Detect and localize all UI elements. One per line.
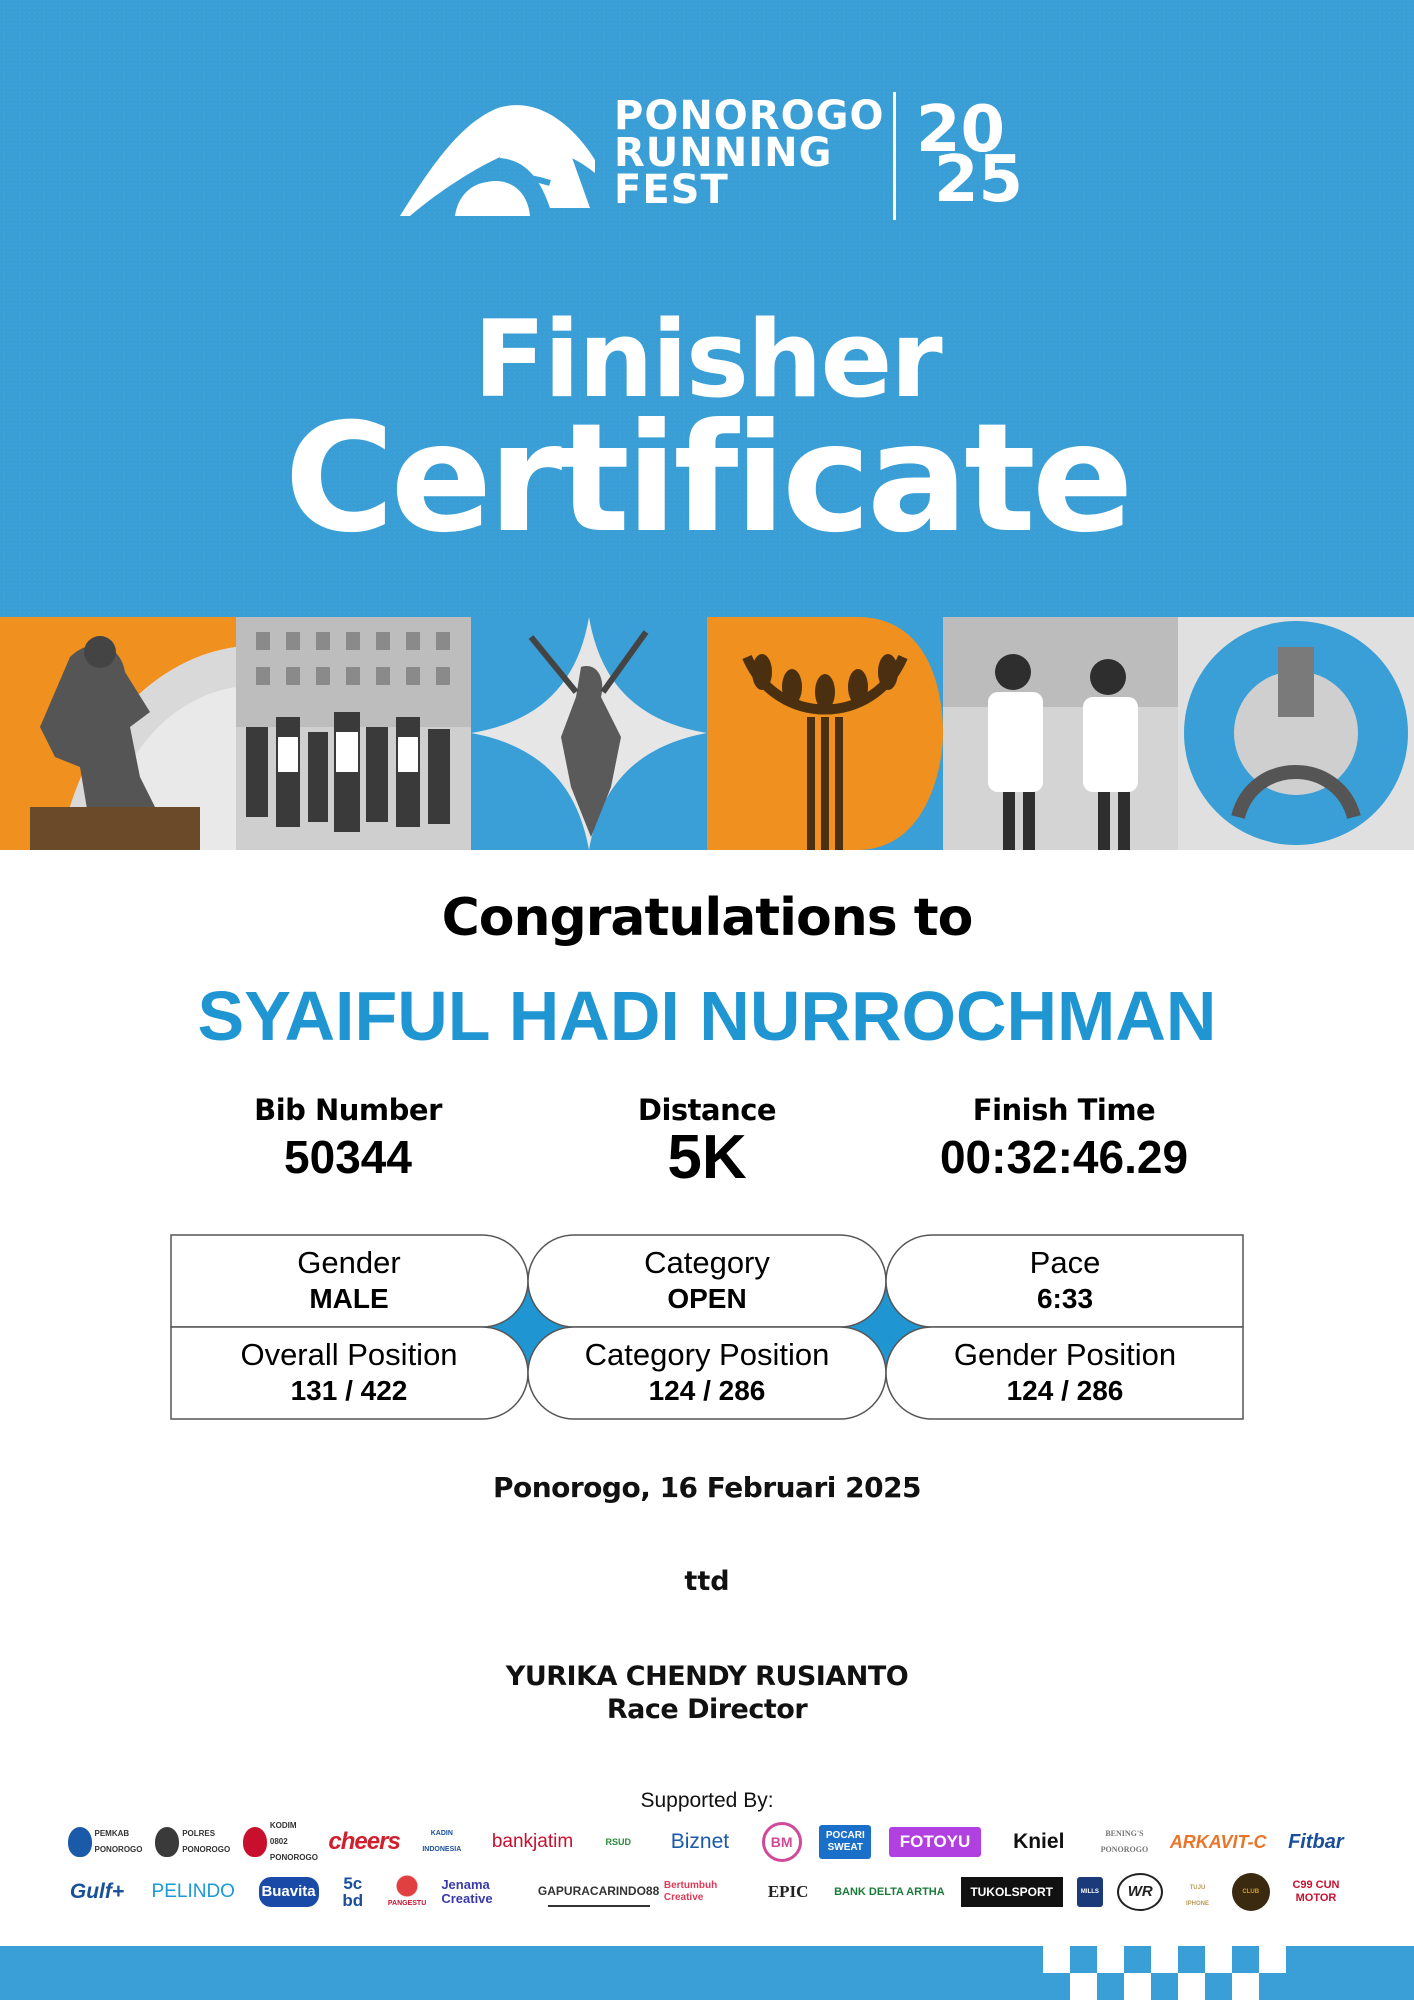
photo-runners-tile [236,617,472,850]
sponsor-logo: Bertumbuh Creative [663,1880,718,1903]
distance-value: 5K [667,1123,747,1192]
logo-divider [893,92,896,220]
congratulations-heading: Congratulations to [441,888,973,948]
recipient-name: SYAIFUL HADI NURROCHMAN [197,977,1217,1055]
sponsor-logo: C99 CUN MOTOR [1292,1879,1340,1904]
sponsor-logo: POCARI SWEAT [819,1825,871,1859]
sponsor-row-2 [66,1870,1348,1914]
sponsor-logo: Jenama Creative [441,1877,493,1906]
sponsor-logo: Kniel [1013,1830,1065,1853]
sponsor-logo: Buavita [259,1877,319,1907]
overall-position-label: Overall Position [240,1337,458,1372]
sponsor-logo: CLUB [1232,1873,1270,1911]
gender-value: MALE [309,1283,389,1314]
finish-time-label: Finish Time [972,1093,1156,1127]
event-name-line-2: RUNNING [614,130,833,176]
sponsor-logo: cheers [328,1828,400,1855]
signer-name: YURIKA CHENDY RUSIANTO [505,1661,909,1692]
photo-dancer-tile [471,617,707,850]
event-year-bottom: 25 [934,143,1024,217]
sponsor-logo: bankjatim [491,1831,574,1852]
category-position-cell [528,1327,886,1420]
overall-position-cell [170,1327,528,1420]
sponsor-logo: PEMKAB PONOROGO [66,1822,136,1862]
sponsor-logo: BM [762,1822,802,1862]
sponsor-logo: Fitbar [1288,1831,1344,1853]
sponsor-logo: TUKOLSPORT [961,1877,1063,1907]
sponsor-logo: Biznet [670,1830,730,1853]
sponsor-logo: PELINDO [151,1881,235,1902]
bib-number-value: 50344 [284,1131,412,1183]
sponsor-logo: BANK DELTA ARTHA [834,1886,945,1898]
category-position-value: 124 / 286 [648,1375,766,1406]
event-name-line-3: FEST [614,167,729,213]
event-year [914,93,1024,219]
title-certificate: Certificate [284,392,1130,566]
sponsor-logo: 5c bd [342,1874,364,1910]
sponsor-logo: KADIN INDONESIA [422,1830,462,1853]
place-date: Ponorogo, 16 Februari 2025 [492,1471,922,1504]
category-cell [528,1234,886,1327]
sponsor-logo: MILLS [1077,1877,1103,1907]
sponsor-logo: FOTOYU [889,1827,981,1857]
gender-position-value: 124 / 286 [1006,1375,1124,1406]
sponsor-logo: POLRES PONOROGO [154,1822,224,1862]
supported-by-heading: Supported By: [640,1789,774,1812]
sponsor-row-1 [66,1820,1348,1864]
photo-finishers-tile [943,617,1179,850]
gender-cell [170,1234,528,1327]
photo-trophy-tile [1178,617,1414,850]
checkered-flag-pattern [1043,1946,1293,2000]
category-label: Category [644,1245,770,1280]
event-name [614,93,885,213]
sponsor-logo: Gulf+ [69,1880,125,1903]
gender-position-cell [886,1327,1244,1420]
distance-label: Distance [637,1093,777,1127]
bib-number-block [168,1090,528,1184]
bib-number-label: Bib Number [254,1093,442,1127]
sponsor-logo: RSUD [605,1837,631,1847]
sponsor-logo: EPIC [767,1882,809,1901]
pace-value: 6:33 [1036,1283,1094,1314]
sponsor-logo: PANGESTU [387,1872,427,1912]
gender-label: Gender [297,1245,401,1280]
finish-time-value: 00:32:46.29 [939,1131,1189,1183]
photo-statue-tile [0,617,236,850]
signature-mark: ttd [684,1566,730,1597]
ponorogo-arch-icon [400,98,595,216]
sponsor-logo: TUJU IPHONE [1185,1885,1209,1907]
sponsor-logo: GAPURACARINDO88 [548,1877,650,1907]
sponsor-logo: WR [1117,1873,1163,1911]
gender-position-label: Gender Position [953,1337,1177,1372]
title-finisher: Finisher [473,298,941,421]
distance-block [527,1090,887,1192]
photo-monument-tile [707,617,943,850]
overall-position-value: 131 / 422 [290,1375,408,1406]
pace-label: Pace [1029,1245,1101,1280]
event-year-top: 20 [916,93,1006,167]
pace-cell [886,1234,1244,1327]
sponsor-logo: BENING'S PONOROGO [1100,1829,1149,1854]
category-position-label: Category Position [584,1337,830,1372]
results-grid [170,1234,1244,1420]
category-value: OPEN [667,1283,747,1314]
sponsor-logo: KODIM 0802 PONOROGO [241,1822,311,1862]
event-name-line-1: PONOROGO [614,93,885,139]
sponsor-logo: ARKAVIT-C [1169,1832,1267,1852]
certificate-header [0,0,1414,617]
photo-collage [0,617,1414,850]
event-logo [400,90,1024,225]
finish-time-block [884,1090,1244,1184]
signer-role: Race Director [606,1694,808,1725]
